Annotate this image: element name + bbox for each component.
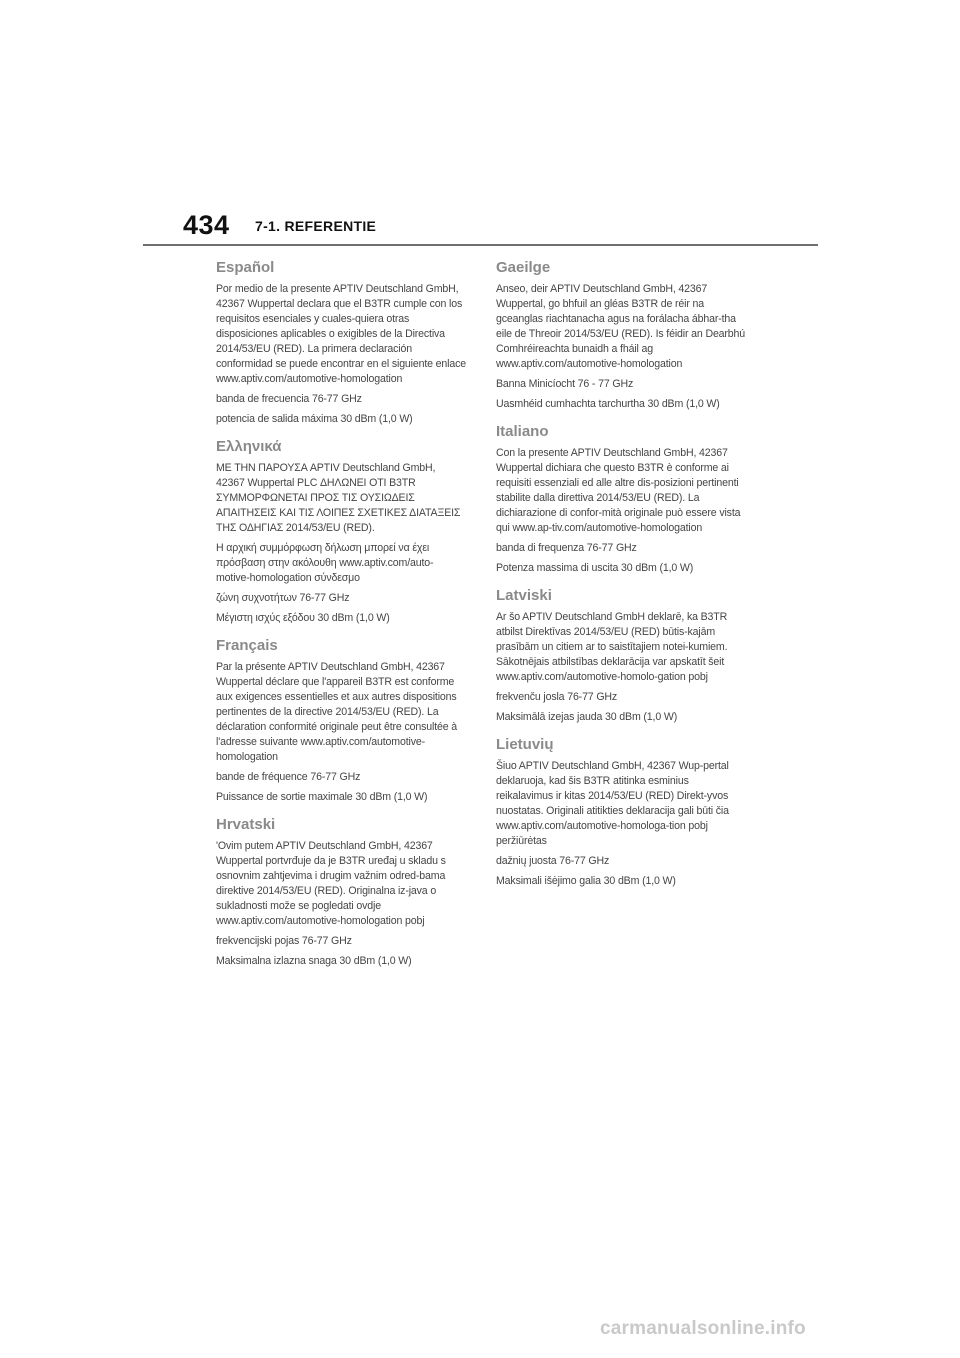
- max-power: Puissance de sortie maximale 30 dBm (1,0 W): [216, 791, 428, 803]
- frequency-band: ζώνη συχνοτήτων 76-77 GHz: [216, 592, 350, 604]
- frequency-band: banda di frequenza 76-77 GHz: [496, 542, 637, 554]
- section-espanol: [216, 258, 466, 427]
- watermark: carmanualsonline.info: [600, 1318, 806, 1339]
- frequency-band: frekvencijski pojas 76-77 GHz: [216, 935, 352, 947]
- declaration-text: Šiuo APTIV Deutschland GmbH, 42367 Wup-pertal deklaruoja, kad šis B3TR atitinka esminius reikalavimus ir kitas 2014/53/EU (RED) Direkt-yvos nuostatas. Originali atitikties deklaracija gali būti čia www.aptiv.com/automotive-homologa-tion pobj peržiūrėtas: [496, 760, 729, 847]
- page-number: 434: [183, 210, 230, 240]
- frequency-band: bande de fréquence 76-77 GHz: [216, 771, 361, 783]
- declaration-text: Ar šo APTIV Deutschland GmbH deklarē, ka B3TR atbilst Direktīvas 2014/53/EU (RED) būtis-kajām prasībām un citiem ar to saistītajiem notei-kumiem. Sākotnējais atbilstības deklarācija var apskatīt šeit www.aptiv.com/automotive-homolo-gation pobj: [496, 611, 728, 683]
- max-power: Μέγιστη ισχύς εξόδου 30 dBm (1,0 W): [216, 612, 390, 624]
- section-lietuviu: [496, 735, 746, 889]
- section-gaeilge: [496, 258, 746, 412]
- section-latviski: [496, 586, 746, 725]
- chapter-title: 7-1. REFERENTIE: [255, 218, 377, 234]
- declaration-text: 'Ovim putem APTIV Deutschland GmbH, 42367 Wuppertal portvrđuje da je B3TR uređaj u skladu s osnovnim zahtjevima i drugim važnim odred-bama direktive 2014/53/EU (RED). Originalna iz-java o sukladnosti može se pogledati ovdje www.aptiv.com/automotive-homologation pobj: [216, 840, 446, 927]
- max-power: potencia de salida máxima 30 dBm (1,0 W): [216, 413, 413, 425]
- section-greek: [216, 437, 466, 626]
- section-heading: Español: [216, 259, 275, 276]
- section-francais: [216, 636, 466, 805]
- section-hrvatski: [216, 815, 466, 969]
- frequency-band: dažnių juosta 76-77 GHz: [496, 855, 610, 867]
- section-italiano: [496, 422, 746, 576]
- section-heading: Latviski: [496, 587, 552, 604]
- max-power: Maksimālā izejas jauda 30 dBm (1,0 W): [496, 711, 678, 723]
- declaration-text: Con la presente APTIV Deutschland GmbH, 42367 Wuppertal dichiara che questo B3TR è conforme ai requisiti essenziali ed alle altre dis-posizioni pertinenti stabilite dalla direttiva 2014/53/EU (RED). La dichiarazione di confor-mità originale può essere vista qui www.ap-tiv.com/automotive-homologation: [496, 447, 741, 534]
- section-heading: Ελληνικά: [216, 438, 282, 455]
- declaration-text: Par la présente APTIV Deutschland GmbH, 42367 Wuppertal déclare que l'appareil B3TR est conforme aux exigences essentielles et aux autres dispositions pertinentes de la directive 2014/53/EU (RED). La déclaration conformité originale peut être consultée à l'adresse suivante www.aptiv.com/automotive-homologation: [216, 661, 458, 763]
- max-power: Uasmhéid cumhachta tarchurtha 30 dBm (1,0 W): [496, 398, 720, 410]
- header-divider: [143, 244, 818, 246]
- left-column: [216, 258, 466, 979]
- section-heading: Italiano: [496, 423, 549, 440]
- frequency-band: banda de frecuencia 76-77 GHz: [216, 393, 362, 405]
- max-power: Maksimali išėjimo galia 30 dBm (1,0 W): [496, 875, 676, 887]
- declaration-link-text: Η αρχική συμμόρφωση δήλωση μπορεί να έχει πρόσβαση στην ακόλουθη www.aptiv.com/auto-motive-homologation σύνδεσμο: [216, 542, 434, 584]
- frequency-band: Banna Minicíocht 76 - 77 GHz: [496, 378, 634, 390]
- max-power: Maksimalna izlazna snaga 30 dBm (1,0 W): [216, 955, 412, 967]
- declaration-text: Por medio de la presente APTIV Deutschland GmbH, 42367 Wuppertal declara que el B3TR cumple con los requisitos esenciales y cuales-quiera otras disposiciones aplicables o exigibles de la Directiva 2014/53/EU (RED). La primera declaración conformidad se puede encontrar en el siguiente enlace www.aptiv.com/automotive-homologation: [216, 283, 467, 385]
- max-power: Potenza massima di uscita 30 dBm (1,0 W): [496, 562, 694, 574]
- section-heading: Gaeilge: [496, 259, 551, 276]
- frequency-band: frekvenču josla 76-77 GHz: [496, 691, 618, 703]
- section-heading: Français: [216, 637, 278, 654]
- section-heading: Hrvatski: [216, 816, 276, 833]
- section-heading: Lietuvių: [496, 736, 554, 753]
- page-header: [0, 0, 960, 246]
- declaration-text: ΜΕ ΤΗΝ ΠΑΡΟΥΣΑ APTIV Deutschland GmbH, 42367 Wuppertal PLC ΔΗΛΩΝΕΙ ΟΤΙ B3TR ΣΥΜΜΟΡΦΩΝΕΤΑΙ ΠΡΟΣ ΤΙΣ ΟΥΣΙΩΔΕΙΣ ΑΠΑΙΤΗΣΕΙΣ ΚΑΙ ΤΙΣ ΛΟΙΠΕΣ ΣΧΕΤΙΚΕΣ ΔΙΑΤΑΞΕΙΣ ΤΗΣ ΟΔΗΓΙΑΣ 2014/53/EU (RED).: [216, 462, 461, 534]
- declaration-text: Anseo, deir APTIV Deutschland GmbH, 42367 Wuppertal, go bhfuil an gléas B3TR de réir na gceanglas riachtanacha agus na forálacha ábhar-tha eile de Threoir 2014/53/EU (RED). Is féidir an Dearbhú Comhréireachta bunaidh a fháil ag www.aptiv.com/automotive-homologation: [496, 283, 746, 370]
- right-column: [496, 258, 746, 899]
